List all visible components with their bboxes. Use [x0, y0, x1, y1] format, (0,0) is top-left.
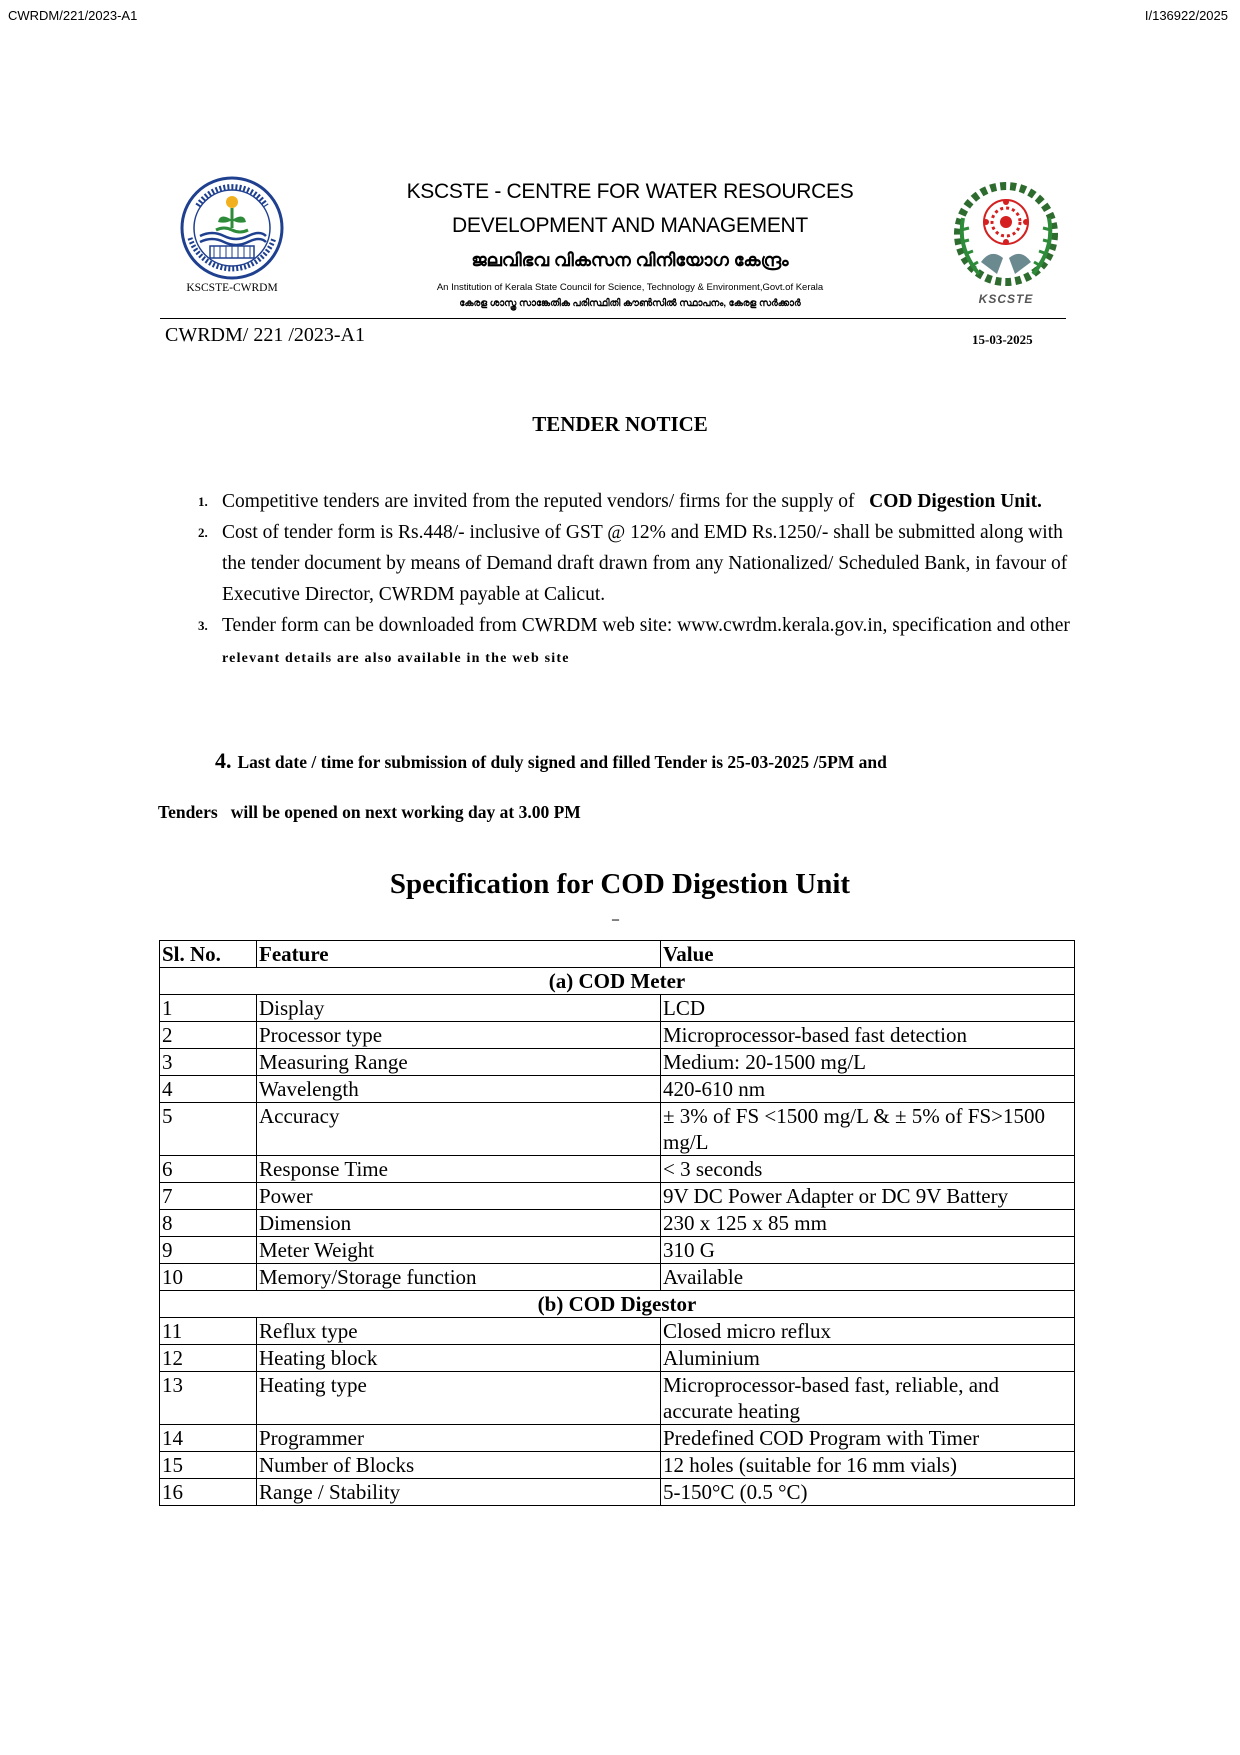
cell-sl-no: 16 [160, 1479, 257, 1506]
cell-feature: Power [257, 1183, 661, 1210]
cell-value: 420-610 nm [661, 1076, 1075, 1103]
table-row [160, 1479, 1075, 1506]
cell-sl-no: 4 [160, 1076, 257, 1103]
notice-item [180, 610, 1080, 674]
section-title: (a) COD Meter [160, 968, 1075, 995]
cell-sl-no: 5 [160, 1103, 257, 1156]
cell-sl-no: 7 [160, 1183, 257, 1210]
table-row [160, 1210, 1075, 1237]
table-row [160, 1022, 1075, 1049]
table-header-row [160, 941, 1075, 968]
last-date-line [215, 748, 887, 774]
cell-feature: Accuracy [257, 1103, 661, 1156]
cell-feature: Reflux type [257, 1318, 661, 1345]
cell-value: LCD [661, 995, 1075, 1022]
item-small-text: relevant details are also available in the web site [222, 651, 570, 666]
cell-value: < 3 seconds [661, 1156, 1075, 1183]
table-row [160, 995, 1075, 1022]
cell-value: Microprocessor-based fast, reliable, and accurate heating [661, 1372, 1075, 1425]
table-row [160, 1183, 1075, 1210]
header-divider [160, 318, 1066, 319]
cell-sl-no: 6 [160, 1156, 257, 1183]
org-name-line-1: KSCSTE - CENTRE FOR WATER RESOURCES [406, 180, 854, 203]
section-row [160, 1291, 1075, 1318]
cell-feature: Memory/Storage function [257, 1264, 661, 1291]
table-row [160, 1345, 1075, 1372]
kscste-logo [945, 178, 1067, 306]
column-header: Sl. No. [160, 941, 257, 968]
cell-value: Predefined COD Program with Timer [661, 1425, 1075, 1452]
table-row [160, 1237, 1075, 1264]
cell-value: 9V DC Power Adapter or DC 9V Battery [661, 1183, 1075, 1210]
item-number: 1. [198, 494, 208, 509]
cell-sl-no: 9 [160, 1237, 257, 1264]
table-row [160, 1318, 1075, 1345]
item-text: Tender form can be downloaded from CWRDM web site: www.cwrdm.kerala.gov.in, specification and other [222, 615, 1070, 636]
kscste-logo-caption: KSCSTE [978, 292, 1034, 306]
cell-value: ± 3% of FS <1500 mg/L & ± 5% of FS>1500 mg/L [661, 1103, 1075, 1156]
table-row [160, 1076, 1075, 1103]
cell-value: Microprocessor-based fast detection [661, 1022, 1075, 1049]
document-id-left: CWRDM/221/2023-A1 [8, 8, 138, 23]
item-number: 4. [215, 748, 232, 773]
cell-feature: Programmer [257, 1425, 661, 1452]
spec-dash: – [612, 912, 619, 927]
table-row [160, 1156, 1075, 1183]
cell-value: Available [661, 1264, 1075, 1291]
page-title: TENDER NOTICE [532, 412, 708, 436]
cell-sl-no: 10 [160, 1264, 257, 1291]
org-name-line-2: DEVELOPMENT AND MANAGEMENT [452, 214, 808, 237]
cwrdm-logo-caption: KSCSTE-CWRDM [186, 282, 278, 294]
cell-feature: Heating block [257, 1345, 661, 1372]
cell-sl-no: 14 [160, 1425, 257, 1452]
cell-sl-no: 8 [160, 1210, 257, 1237]
item-bold-text: COD Digestion Unit. [869, 491, 1042, 512]
cell-sl-no: 2 [160, 1022, 257, 1049]
column-header: Value [661, 941, 1075, 968]
cell-feature: Range / Stability [257, 1479, 661, 1506]
section-title: (b) COD Digestor [160, 1291, 1075, 1318]
cell-feature: Processor type [257, 1022, 661, 1049]
item-text: Cost of tender form is Rs.448/- inclusive of GST @ 12% and EMD Rs.1250/- shall be submitted along with the tender document by means of Demand draft drawn from any Nationalized/ Scheduled Bank, in favour of Executive Director, CWRDM payable at Calicut. [222, 522, 1068, 605]
specification-table [159, 940, 1075, 1506]
cell-sl-no: 12 [160, 1345, 257, 1372]
last-date-text: Last date / time for submission of duly signed and filled Tender is 25-03-2025 /5PM and [237, 752, 887, 772]
cell-sl-no: 3 [160, 1049, 257, 1076]
notice-item [180, 486, 1080, 517]
cell-feature: Dimension [257, 1210, 661, 1237]
cell-sl-no: 1 [160, 995, 257, 1022]
cell-value: 230 x 125 x 85 mm [661, 1210, 1075, 1237]
institution-line-malayalam: കേരള ശാസ്ത്ര സാങ്കേതിക പരിസ്ഥിതി കൗൺസിൽ സ്ഥാപനം, കേരള സർക്കാർ [459, 298, 801, 309]
cell-feature: Number of Blocks [257, 1452, 661, 1479]
cell-value: 5-150°C (0.5 °C) [661, 1479, 1075, 1506]
item-number: 3. [198, 618, 208, 633]
cell-value: Medium: 20-1500 mg/L [661, 1049, 1075, 1076]
item-text: Competitive tenders are invited from the reputed vendors/ firms for the supply of [222, 491, 855, 512]
table-row [160, 1452, 1075, 1479]
cell-feature: Meter Weight [257, 1237, 661, 1264]
cell-feature: Response Time [257, 1156, 661, 1183]
column-header: Feature [257, 941, 661, 968]
cell-value: 310 G [661, 1237, 1075, 1264]
cell-sl-no: 15 [160, 1452, 257, 1479]
table-row [160, 1264, 1075, 1291]
specification-title: Specification for COD Digestion Unit [389, 868, 851, 900]
document-id-right: I/136922/2025 [1144, 8, 1228, 23]
cell-sl-no: 13 [160, 1372, 257, 1425]
section-row [160, 968, 1075, 995]
table-row [160, 1425, 1075, 1452]
cell-feature: Display [257, 995, 661, 1022]
notice-item [180, 517, 1080, 610]
notice-items [180, 486, 1080, 674]
cell-sl-no: 11 [160, 1318, 257, 1345]
table-row [160, 1049, 1075, 1076]
institution-line: An Institution of Kerala State Council for Science, Technology & Environment,Govt.of Kerala [436, 282, 824, 293]
cell-feature: Wavelength [257, 1076, 661, 1103]
cell-value: Aluminium [661, 1345, 1075, 1372]
item-number: 2. [198, 525, 208, 540]
notice-date: 15-03-2025 [972, 332, 1033, 347]
table-row [160, 1103, 1075, 1156]
opening-text: Tenders will be opened on next working day at 3.00 PM [158, 802, 581, 822]
org-name-malayalam: ജലവിഭവ വികസന വിനിയോഗ കേന്ദ്രം [471, 250, 789, 270]
reference-number: CWRDM/ 221 /2023-A1 [165, 324, 365, 346]
cell-feature: Heating type [257, 1372, 661, 1425]
cell-feature: Measuring Range [257, 1049, 661, 1076]
cwrdm-logo [178, 176, 286, 296]
cell-value: Closed micro reflux [661, 1318, 1075, 1345]
table-row [160, 1372, 1075, 1425]
cell-value: 12 holes (suitable for 16 mm vials) [661, 1452, 1075, 1479]
